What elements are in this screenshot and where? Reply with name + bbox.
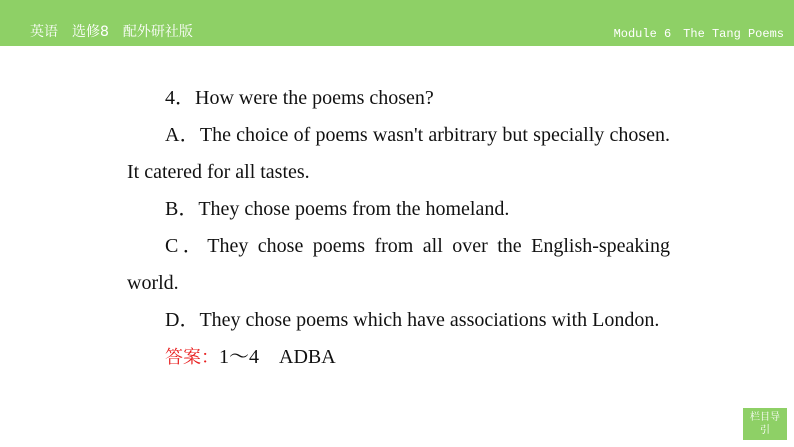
answer-value: 1～4 ADBA <box>219 346 336 368</box>
nav-guide-button[interactable]: 栏目导引 <box>743 408 787 440</box>
course-title: 英语 选修8 配外研社版 <box>30 24 193 40</box>
answer-label: 答案： <box>165 347 219 368</box>
question-stem: 4．How were the poems chosen? <box>165 87 434 109</box>
option-c: C．They chose poems from all over the English-speaking world. <box>127 235 670 294</box>
header-bar <box>0 0 794 46</box>
option-a: A．The choice of poems wasn't arbitrary but specially chosen. It catered for all tastes. <box>127 124 670 183</box>
module-title: Module 6 The Tang Poems <box>613 27 784 41</box>
answer-line <box>127 339 670 376</box>
option-b: B．They chose poems from the homeland. <box>165 198 510 220</box>
question-block <box>127 80 670 376</box>
option-d: D．They chose poems which have associations with London. <box>165 309 660 331</box>
